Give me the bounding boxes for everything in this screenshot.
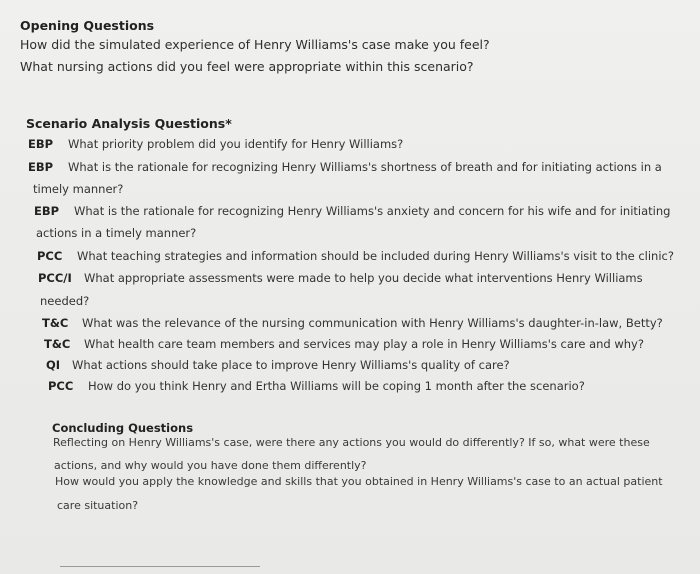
question-tag: QI — [46, 358, 61, 372]
question-text: How do you think Henry and Ertha Williams will be coping 1 month after the scenario? — [88, 379, 585, 393]
question-tag: PCC — [48, 379, 74, 393]
question-tag: EBP — [34, 204, 60, 218]
opening-heading: Opening Questions — [20, 18, 155, 33]
analysis-item — [37, 245, 674, 267]
question-text: What was the relevance of the nursing communication with Henry Williams's daughter-in-law, Betty? — [82, 316, 663, 330]
question-text: What health care team members and services may play a role in Henry Williams's care and why? — [84, 337, 644, 351]
analysis-item — [48, 375, 585, 397]
question-text: What is the rationale for recognizing Henry Williams's anxiety and concern for his wife and for initiating — [74, 204, 671, 218]
analysis-item — [28, 156, 662, 178]
question-text: What appropriate assessments were made to help you decide what interventions Henry Williams — [84, 271, 643, 285]
concluding-line: Reflecting on Henry Williams's case, were there any actions you would do differently? If so, what were these — [53, 436, 650, 449]
analysis-item — [42, 312, 663, 334]
question-tag: PCC/I — [38, 271, 72, 285]
concluding-line: actions, and why would you have done them differently? — [54, 459, 367, 472]
question-text: What teaching strategies and information should be included during Henry Williams's visit to the clinic? — [77, 249, 674, 263]
question-text: What actions should take place to improve Henry Williams's quality of care? — [72, 358, 510, 372]
analysis-item — [46, 354, 510, 376]
question-text: What priority problem did you identify for Henry Williams? — [68, 137, 404, 151]
question-tag: PCC — [37, 249, 63, 263]
opening-section — [20, 18, 490, 78]
bottom-divider — [60, 566, 260, 567]
question-tag: T&C — [44, 337, 71, 351]
analysis-item — [28, 133, 403, 155]
question-continuation: actions in a timely manner? — [36, 226, 197, 240]
question-tag: EBP — [28, 137, 54, 151]
question-tag: EBP — [28, 160, 54, 174]
concluding-line: care situation? — [57, 499, 139, 512]
question-continuation: timely manner? — [33, 182, 124, 196]
analysis-item — [44, 333, 644, 355]
analysis-item — [38, 267, 643, 289]
question-text: What is the rationale for recognizing Henry Williams's shortness of breath and for initiating actions in a — [68, 160, 662, 174]
concluding-heading: Concluding Questions — [52, 421, 194, 435]
opening-question-1: How did the simulated experience of Henry Williams's case make you feel? — [20, 37, 490, 52]
question-tag: T&C — [42, 316, 69, 330]
question-continuation: needed? — [40, 294, 90, 308]
analysis-item — [34, 200, 670, 222]
concluding-line: How would you apply the knowledge and skills that you obtained in Henry Williams's case to an actual patient — [55, 475, 663, 488]
opening-question-2: What nursing actions did you feel were appropriate within this scenario? — [20, 59, 474, 74]
analysis-heading: Scenario Analysis Questions* — [26, 116, 232, 131]
